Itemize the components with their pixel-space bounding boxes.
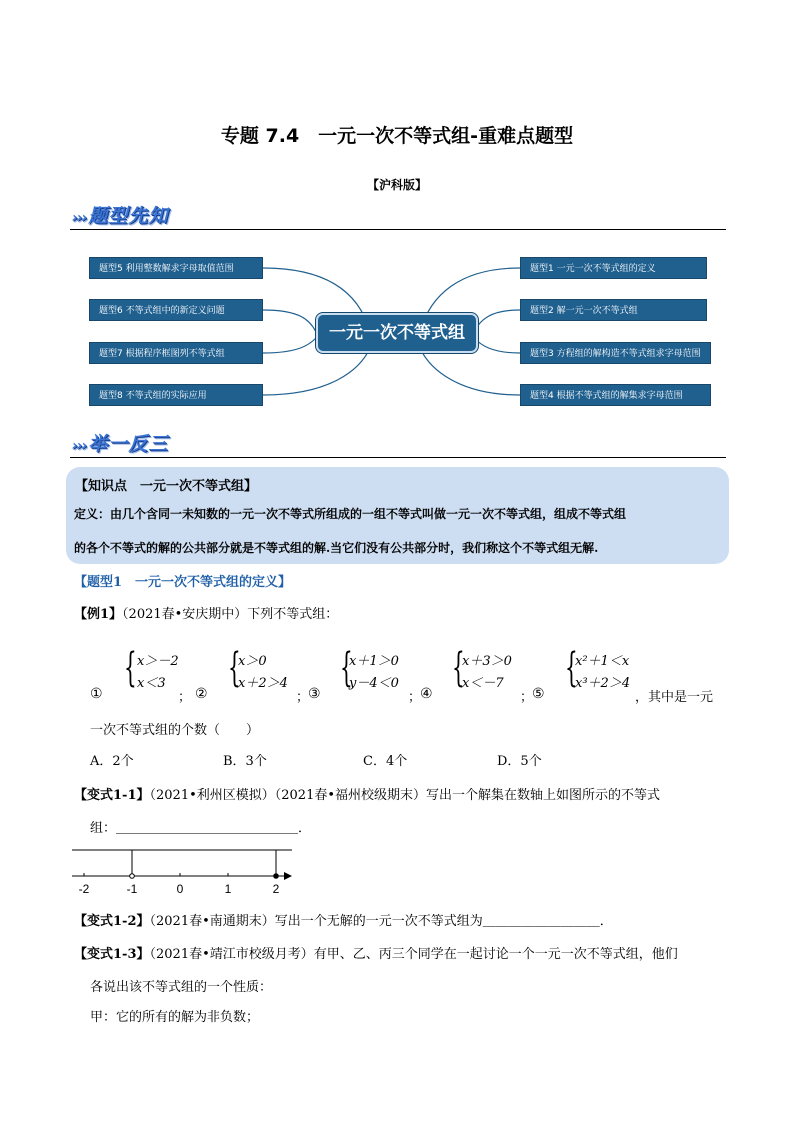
system-5-number: ⑤ [532,686,545,702]
connector-left-4 [263,348,370,395]
option-a: A．2个 [90,754,134,769]
connector-right-3 [474,338,520,353]
edition-label: 【沪科版】 [366,178,427,192]
system-5-bottom: x³＋2＞4 [575,676,631,691]
endpoint-closed-2 [274,874,279,879]
option-c: C．4个 [363,754,408,769]
tick-label-minus-2: -2 [78,882,90,896]
mindmap-left-2: 题型6 不等式组中的新定义问题 [89,299,263,321]
connector-left-3 [263,338,316,353]
tick-label-0: 0 [176,882,184,896]
system-3-top: x＋1＞0 [349,654,399,669]
variant-1-1 [74,784,660,803]
variant-1-2 [74,910,613,929]
number-line [64,842,304,898]
system-4-sep: ； [520,690,534,705]
variant-1-3-line-3: 甲：它的所有的解为非负数； [90,1010,260,1025]
connector-left-2 [263,310,316,332]
system-4-number: ④ [420,686,433,702]
variant-1-3-label: 【变式1-3】 [74,947,150,962]
system-1-top: x＞－2 [137,654,179,669]
mindmap-right-1: 题型1 一元一次不等式组的定义 [520,257,707,279]
divider-2 [70,457,726,458]
page-title: 专题 7.4 一元一次不等式组-重难点题型 [220,125,574,147]
variant-1-1-line-2: 组：＿＿＿＿＿＿＿＿＿＿＿＿＿＿． [90,821,312,836]
banner-practice-text: 举一反三 [88,433,169,455]
system-2-sep: ； [296,690,310,705]
system-5-brace: { [565,645,578,691]
system-1-bottom: x＜3 [137,676,166,691]
banner-practice [72,429,168,456]
system-2-top: x＞0 [238,654,267,669]
variant-1-3-text: （2021春•靖江市校级月考）有甲、乙、丙三个同学在一起讨论一个一元一次不等式组，他们 [149,947,678,962]
divider [70,229,726,230]
mindmap-right-3: 题型3 方程组的解构造不等式组求字母范围 [520,342,711,364]
system-5-top: x²＋1＜x [575,654,630,669]
system-3-number: ③ [308,686,321,702]
banner-arrows-2: ››› [72,438,87,454]
variant-1-2-label: 【变式1-2】 [74,914,150,929]
system-3-brace: { [340,645,353,691]
axis-arrow [284,872,292,880]
connector-right-4 [420,348,520,395]
option-b: B．3个 [223,754,267,769]
tick-label-1: 1 [224,882,232,896]
knowledge-line-1: 定义：由几个含同一未知数的一元一次不等式所组成的一组不等式叫做一元一次不等式组，组成不等式组 [74,507,627,521]
system-2-brace: { [228,645,241,691]
mindmap-left-1: 题型5 利用整数解求字母取值范围 [89,257,263,279]
example-1-tail-2: 一次不等式组的个数（ ） [90,723,260,738]
system-2-bottom: x＋2＞4 [238,676,288,691]
mindmap-center: 一元一次不等式组 [316,313,478,353]
option-d: D．5个 [497,754,542,769]
system-3-sep: ； [408,690,422,705]
variant-1-3-line-2: 各说出该不等式组的一个性质： [90,980,273,995]
endpoint-open-minus-1 [130,874,135,879]
system-4-top: x＋3＞0 [462,654,512,669]
section-heading: 【题型1 一元一次不等式组的定义】 [74,575,292,590]
connector-right-2 [474,310,520,332]
system-1-brace: { [124,645,137,691]
example-1-tail: ，其中是一元 [635,690,714,705]
banner-overview [72,201,168,228]
knowledge-line-2: 的各个不等式的解的公共部分就是不等式组的解.当它们没有公共部分时，我们称这个不等式组无解. [74,541,599,555]
system-4-brace: { [452,645,465,691]
variant-1-1-text: （2021•利州区模拟）（2021春•福州校级期末）写出一个解集在数轴上如图所示的不等式 [149,788,661,803]
system-2-number: ② [195,686,208,702]
mindmap-left-3: 题型7 根据程序框图列不等式组 [89,342,263,364]
system-3-bottom: y－4＜0 [349,676,399,691]
variant-1-2-text: （2021春•南通期末）写出一个无解的一元一次不等式组为＿＿＿＿＿＿＿＿＿． [149,914,613,929]
tick-label-2: 2 [272,882,280,896]
system-1-sep: ； [178,690,192,705]
banner-overview-text: 题型先知 [88,205,169,227]
system-4-bottom: x＜－7 [462,676,504,691]
mindmap-right-2: 题型2 解一元一次不等式组 [520,299,707,321]
example-1-label: 【例1】 [74,607,123,622]
system-1-number: ① [90,686,103,702]
variant-1-3 [74,943,678,962]
example-1-stem [74,603,338,622]
knowledge-heading: 【知识点 一元一次不等式组】 [75,479,258,494]
mindmap-left-4: 题型8 不等式组的实际应用 [89,384,263,406]
banner-arrows: ››› [72,210,87,226]
example-1-text: （2021春•安庆期中）下列不等式组： [122,607,339,622]
tick-label-minus-1: -1 [126,882,138,896]
mindmap-right-4: 题型4 根据不等式组的解集求字母范围 [520,384,711,406]
inequality-systems [90,645,730,708]
variant-1-1-label: 【变式1-1】 [74,788,150,803]
